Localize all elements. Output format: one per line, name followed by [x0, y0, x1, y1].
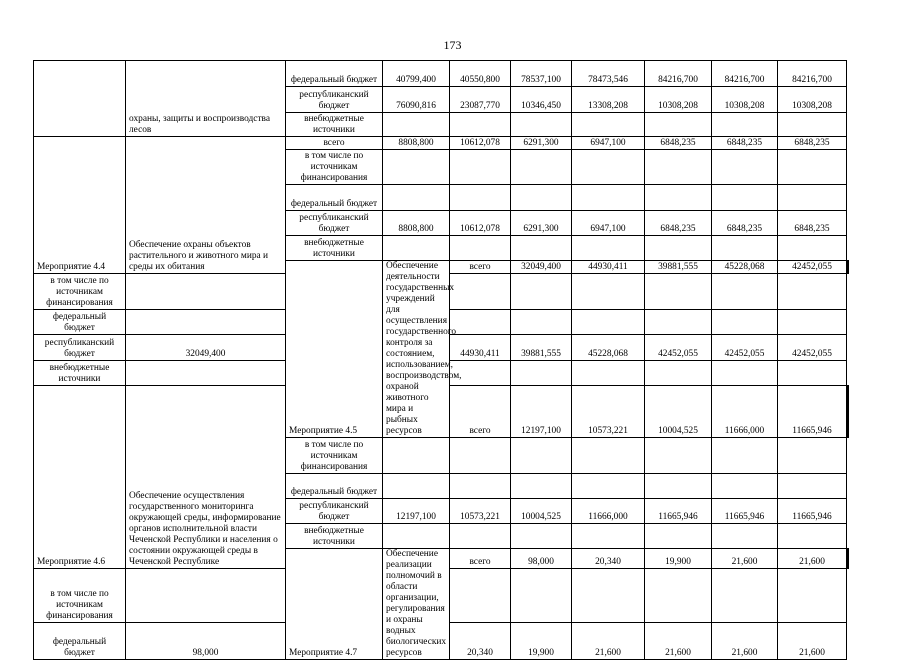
amount-cell	[450, 310, 511, 335]
funding-source-cell: федеральный бюджет	[286, 61, 383, 87]
amount-cell	[778, 113, 847, 137]
amount-cell: 42452,055	[712, 335, 778, 361]
amount-cell: 21,600	[572, 622, 645, 660]
amount-cell	[778, 150, 847, 185]
amount-cell	[712, 438, 778, 474]
amount-cell: 39881,555	[511, 335, 572, 361]
amount-cell	[450, 185, 511, 211]
amount-cell: 39881,555	[645, 261, 712, 274]
amount-cell	[450, 274, 511, 310]
amount-cell	[450, 568, 511, 622]
amount-cell: 42452,055	[645, 335, 712, 361]
measure-name-cell: охраны, защиты и воспроизводства лесов	[126, 61, 286, 137]
amount-cell: 10346,450	[511, 87, 572, 113]
measure-name-cell: Обеспечение осуществления государственного мониторинга окружающей среды, информирование органов исполнительной власти Чеченской Республики и населения о состоянии окружающей среды в Чеченской Республике	[126, 386, 286, 569]
amount-cell: 6947,100	[572, 137, 645, 150]
funding-source-cell: внебюджетные источники	[286, 236, 383, 261]
measure-cell: Мероприятие 4.6	[34, 386, 126, 569]
amount-cell	[645, 185, 712, 211]
amount-cell	[712, 185, 778, 211]
amount-cell: 10308,208	[645, 87, 712, 113]
amount-cell	[450, 524, 511, 549]
amount-cell	[848, 386, 849, 438]
amount-cell	[778, 185, 847, 211]
amount-cell	[645, 150, 712, 185]
amount-cell	[645, 310, 712, 335]
funding-source-cell: всего	[450, 386, 511, 438]
funding-source-cell: федеральный бюджет	[286, 474, 383, 499]
amount-cell	[511, 113, 572, 137]
amount-cell: 11666,000	[572, 499, 645, 524]
funding-source-cell: всего	[450, 549, 511, 569]
amount-cell	[712, 568, 778, 622]
amount-cell: 6848,235	[645, 211, 712, 236]
amount-cell	[778, 568, 847, 622]
amount-cell	[450, 474, 511, 499]
amount-cell	[645, 361, 712, 386]
funding-source-cell: республиканский бюджет	[286, 87, 383, 113]
funding-source-cell: в том числе по источникам финансирования	[34, 568, 126, 622]
amount-cell	[712, 474, 778, 499]
amount-cell	[511, 274, 572, 310]
funding-source-cell: внебюджетные источники	[34, 361, 126, 386]
amount-cell	[645, 236, 712, 261]
amount-cell: 8808,800	[383, 137, 450, 150]
table-row	[34, 137, 849, 150]
funding-source-cell: в том числе по источникам финансирования	[286, 438, 383, 474]
amount-cell	[383, 150, 450, 185]
amount-cell	[572, 310, 645, 335]
funding-source-cell: федеральный бюджет	[286, 185, 383, 211]
amount-cell	[572, 361, 645, 386]
measure-name-cell: Обеспечение деятельности государственных учреждений для осуществления государственного контроля за состоянием, использованием, воспроизводством, охраной животного мира и рыбных ресурсов	[383, 261, 450, 438]
measure-cell	[34, 61, 126, 137]
funding-source-cell: республиканский бюджет	[286, 499, 383, 524]
amount-cell	[450, 438, 511, 474]
amount-cell	[126, 274, 286, 310]
amount-cell	[778, 236, 847, 261]
amount-cell	[383, 474, 450, 499]
funding-source-cell: федеральный бюджет	[34, 622, 126, 660]
measure-name-cell: Обеспечение охраны объектов растительного и животного мира и среды их обитания	[126, 137, 286, 274]
amount-cell	[712, 524, 778, 549]
amount-cell: 11666,000	[712, 386, 778, 438]
amount-cell	[645, 274, 712, 310]
amount-cell	[778, 274, 847, 310]
amount-cell: 21,600	[712, 549, 778, 569]
amount-cell: 10308,208	[712, 87, 778, 113]
amount-cell: 6848,235	[778, 211, 847, 236]
amount-cell: 6291,300	[511, 137, 572, 150]
amount-cell	[572, 236, 645, 261]
amount-cell	[511, 438, 572, 474]
amount-cell	[450, 113, 511, 137]
amount-cell	[383, 185, 450, 211]
amount-cell: 45228,068	[572, 335, 645, 361]
amount-cell	[712, 236, 778, 261]
amount-cell: 12197,100	[511, 386, 572, 438]
amount-cell: 11665,946	[712, 499, 778, 524]
amount-cell: 78473,546	[572, 61, 645, 87]
amount-cell	[572, 438, 645, 474]
amount-cell	[712, 274, 778, 310]
page-number: 173	[443, 38, 462, 52]
amount-cell: 32049,400	[126, 335, 286, 361]
amount-cell	[511, 524, 572, 549]
amount-cell	[848, 261, 849, 274]
amount-cell	[126, 568, 286, 622]
amount-cell	[645, 113, 712, 137]
program-funding-table	[33, 60, 849, 660]
funding-source-cell: республиканский бюджет	[34, 335, 126, 361]
amount-cell	[572, 568, 645, 622]
amount-cell	[572, 113, 645, 137]
amount-cell	[645, 474, 712, 499]
amount-cell: 6848,235	[645, 137, 712, 150]
amount-cell	[383, 113, 450, 137]
amount-cell	[383, 438, 450, 474]
measure-cell: Мероприятие 4.7	[286, 549, 383, 660]
amount-cell	[645, 568, 712, 622]
amount-cell: 6947,100	[572, 211, 645, 236]
amount-cell	[848, 549, 849, 569]
amount-cell: 11665,946	[778, 386, 847, 438]
amount-cell: 21,600	[778, 622, 847, 660]
amount-cell: 78537,100	[511, 61, 572, 87]
amount-cell: 32049,400	[511, 261, 572, 274]
amount-cell: 20,340	[572, 549, 645, 569]
amount-cell	[511, 474, 572, 499]
amount-cell	[450, 236, 511, 261]
funding-source-cell: республиканский бюджет	[286, 211, 383, 236]
amount-cell: 84216,700	[778, 61, 847, 87]
amount-cell: 19,900	[645, 549, 712, 569]
amount-cell: 19,900	[511, 622, 572, 660]
funding-source-cell: всего	[286, 137, 383, 150]
amount-cell: 12197,100	[383, 499, 450, 524]
amount-cell	[450, 150, 511, 185]
amount-cell: 42452,055	[778, 335, 847, 361]
funding-source-cell: внебюджетные источники	[286, 524, 383, 549]
amount-cell: 44930,411	[450, 335, 511, 361]
amount-cell: 21,600	[778, 549, 847, 569]
amount-cell: 45228,068	[712, 261, 778, 274]
amount-cell: 10573,221	[572, 386, 645, 438]
amount-cell: 40550,800	[450, 61, 511, 87]
amount-cell	[572, 185, 645, 211]
measure-cell: Мероприятие 4.5	[286, 261, 383, 438]
measure-name-cell: Обеспечение реализации полномочий в области организации, регулирования и охраны водных биологических ресурсов	[383, 549, 450, 660]
amount-cell	[778, 310, 847, 335]
amount-cell: 10308,208	[778, 87, 847, 113]
amount-cell	[778, 524, 847, 549]
amount-cell	[778, 438, 847, 474]
amount-cell	[126, 310, 286, 335]
amount-cell	[511, 310, 572, 335]
amount-cell	[511, 236, 572, 261]
amount-cell	[511, 150, 572, 185]
amount-cell	[712, 310, 778, 335]
amount-cell: 8808,800	[383, 211, 450, 236]
amount-cell: 10612,078	[450, 211, 511, 236]
funding-source-cell: в том числе по источникам финансирования	[34, 274, 126, 310]
amount-cell	[778, 361, 847, 386]
amount-cell	[712, 150, 778, 185]
amount-cell: 21,600	[645, 622, 712, 660]
amount-cell: 23087,770	[450, 87, 511, 113]
amount-cell: 84216,700	[645, 61, 712, 87]
amount-cell: 11665,946	[645, 499, 712, 524]
amount-cell	[383, 524, 450, 549]
amount-cell	[572, 474, 645, 499]
amount-cell	[712, 113, 778, 137]
amount-cell: 84216,700	[712, 61, 778, 87]
amount-cell: 21,600	[712, 622, 778, 660]
amount-cell	[572, 150, 645, 185]
amount-cell	[778, 474, 847, 499]
table-body	[34, 61, 849, 660]
amount-cell: 6848,235	[712, 137, 778, 150]
amount-cell	[511, 185, 572, 211]
amount-cell: 13308,208	[572, 87, 645, 113]
amount-cell: 98,000	[126, 622, 286, 660]
measure-cell: Мероприятие 4.4	[34, 137, 126, 274]
amount-cell: 6291,300	[511, 211, 572, 236]
amount-cell: 42452,055	[778, 261, 847, 274]
amount-cell: 98,000	[511, 549, 572, 569]
amount-cell: 10004,525	[511, 499, 572, 524]
funding-source-cell: всего	[450, 261, 511, 274]
amount-cell: 10573,221	[450, 499, 511, 524]
amount-cell	[712, 361, 778, 386]
amount-cell: 6848,235	[778, 137, 847, 150]
funding-source-cell: в том числе по источникам финансирования	[286, 150, 383, 185]
amount-cell: 10004,525	[645, 386, 712, 438]
funding-source-cell: федеральный бюджет	[34, 310, 126, 335]
amount-cell: 11665,946	[778, 499, 847, 524]
amount-cell: 44930,411	[572, 261, 645, 274]
amount-cell: 76090,816	[383, 87, 450, 113]
amount-cell: 10612,078	[450, 137, 511, 150]
amount-cell	[572, 524, 645, 549]
amount-cell	[572, 274, 645, 310]
amount-cell	[126, 361, 286, 386]
amount-cell	[511, 361, 572, 386]
amount-cell	[645, 438, 712, 474]
amount-cell	[645, 524, 712, 549]
amount-cell	[383, 236, 450, 261]
table-row	[34, 61, 849, 87]
amount-cell: 40799,400	[383, 61, 450, 87]
amount-cell	[511, 568, 572, 622]
amount-cell: 20,340	[450, 622, 511, 660]
funding-source-cell: внебюджетные источники	[286, 113, 383, 137]
amount-cell: 6848,235	[712, 211, 778, 236]
